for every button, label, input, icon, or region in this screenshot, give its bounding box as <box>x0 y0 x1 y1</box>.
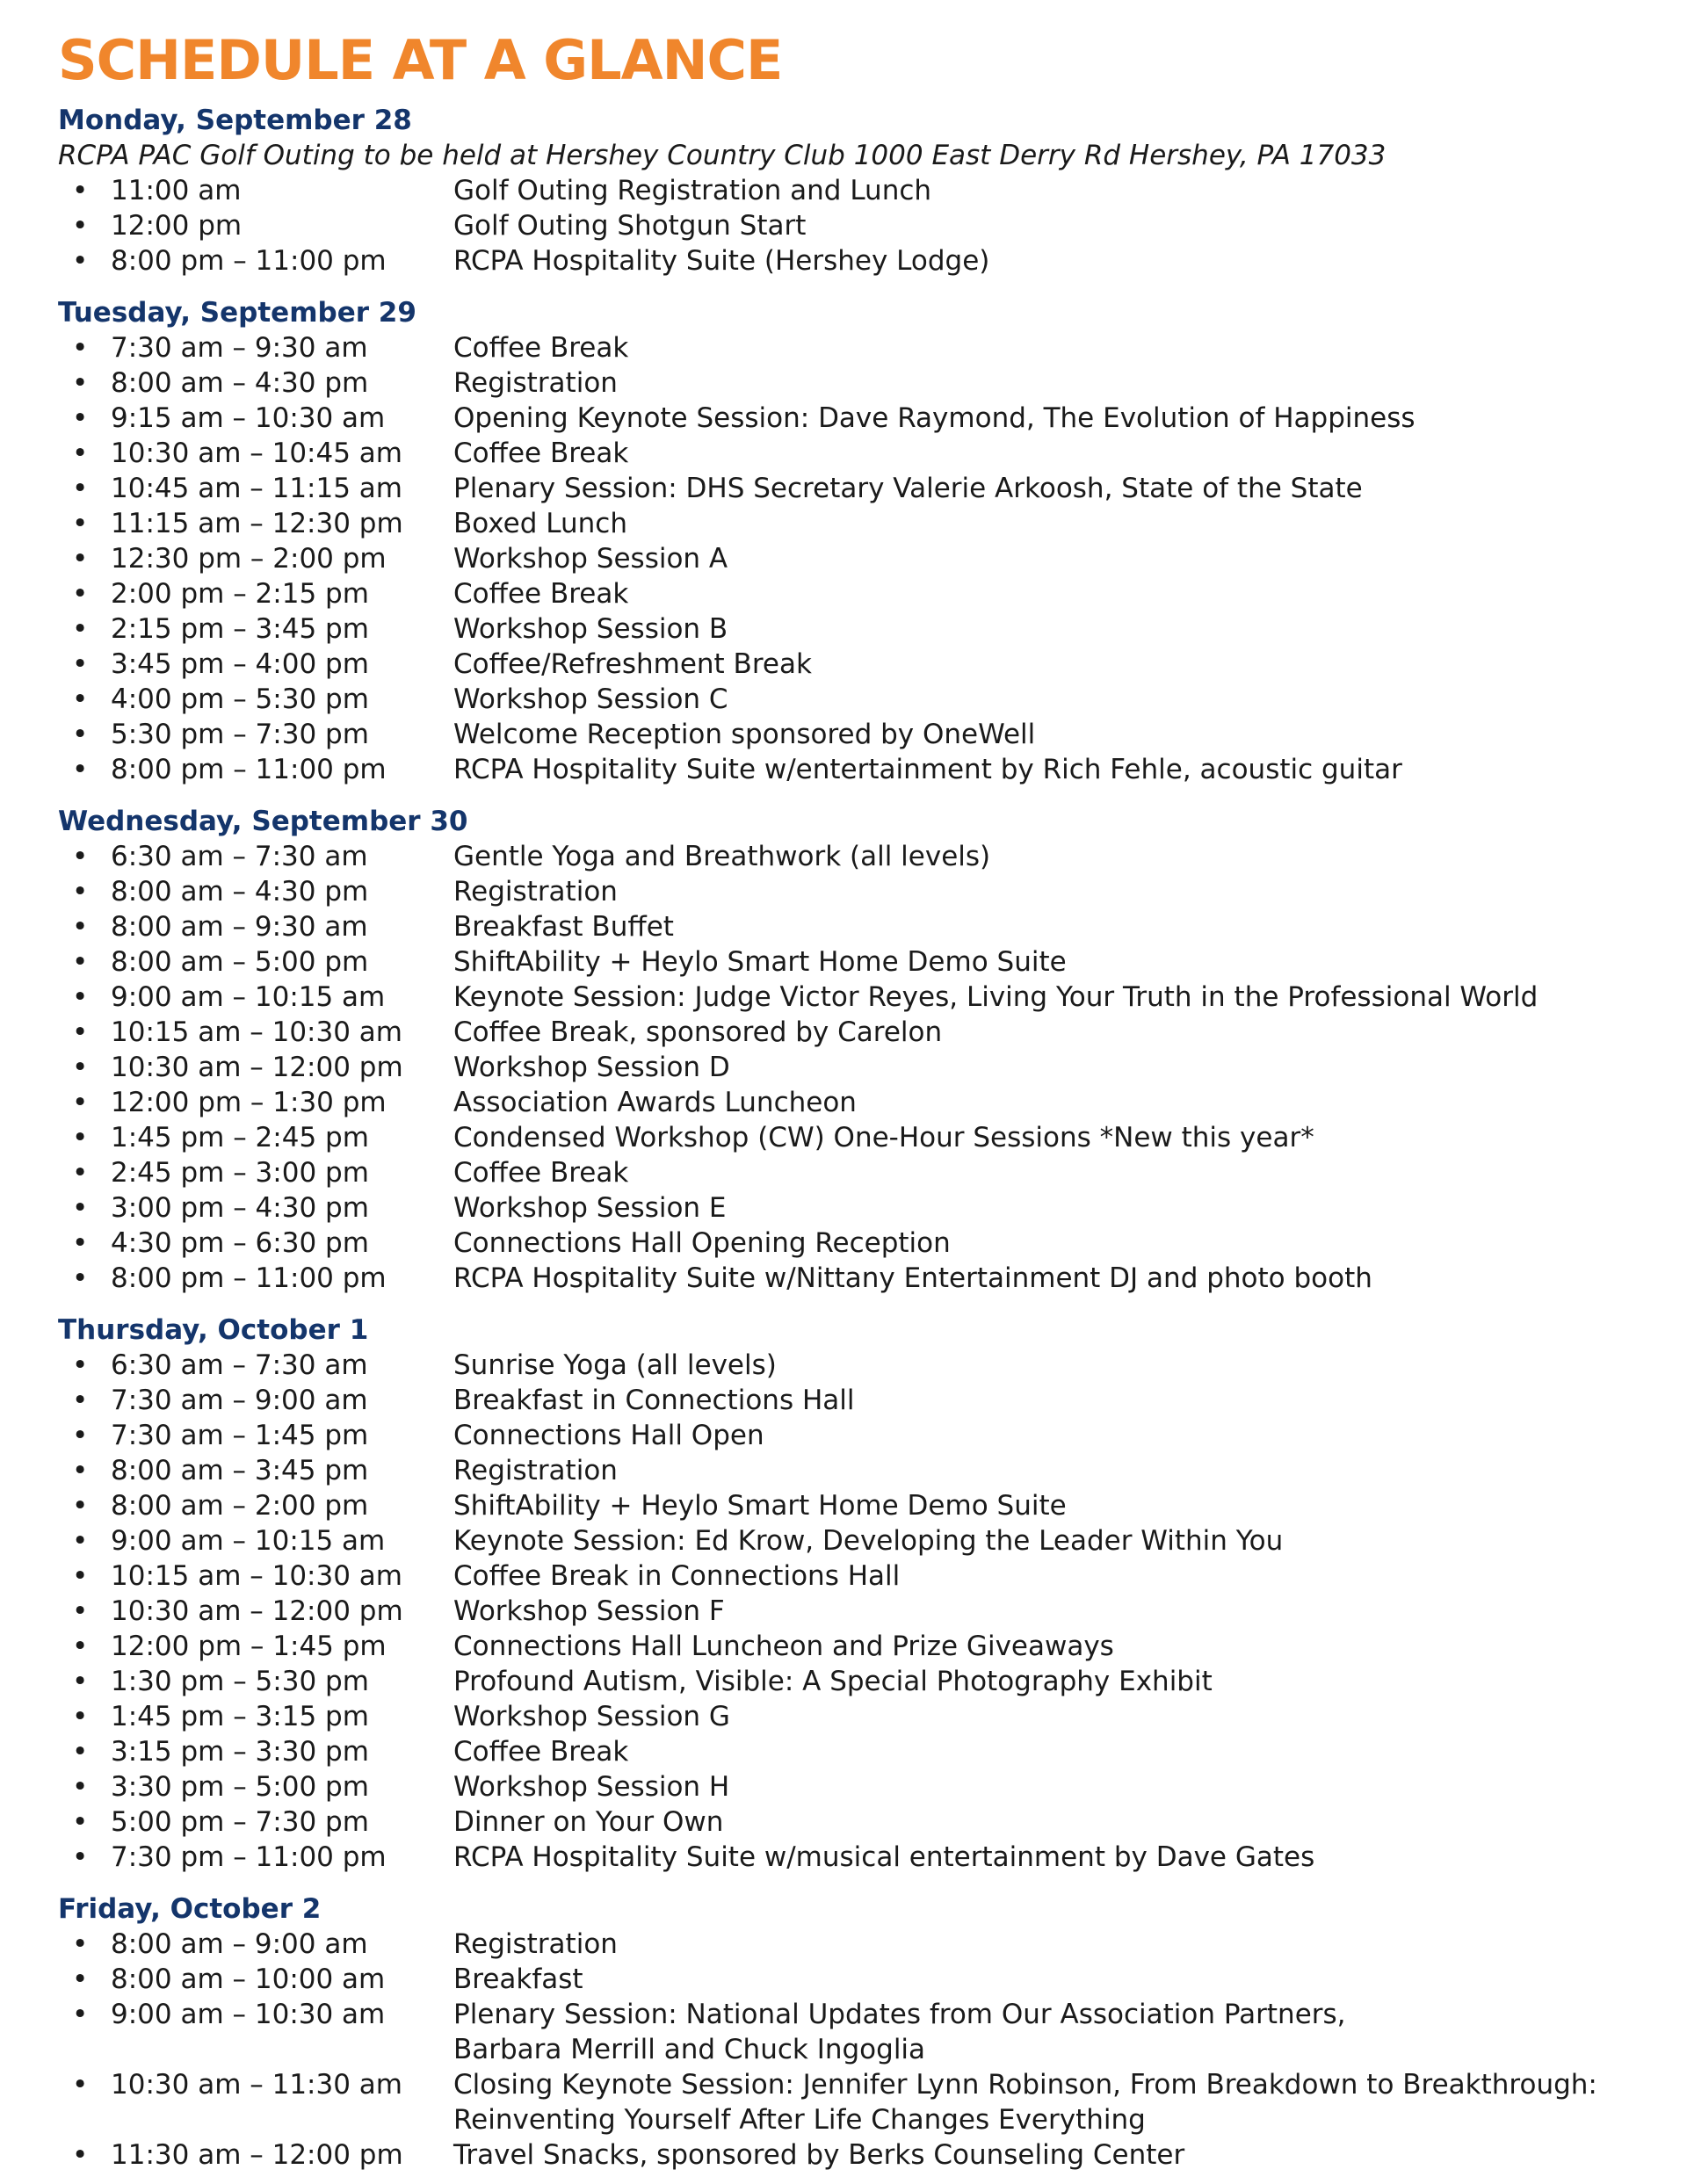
schedule-item <box>58 1997 1622 2067</box>
event-time: 9:00 am – 10:30 am <box>111 1999 386 2030</box>
event-description-line: Golf Outing Registration and Lunch <box>453 175 932 206</box>
event-time: 7:30 am – 1:45 pm <box>111 1420 369 1451</box>
event-time: 8:00 am – 5:00 pm <box>111 946 369 978</box>
bullet-icon: • <box>72 2069 89 2101</box>
schedule-item <box>58 1348 1622 1383</box>
day-wednesday <box>58 804 1622 1296</box>
bullet-icon: • <box>72 1560 89 1592</box>
bullet-icon: • <box>72 1928 89 1960</box>
event-description <box>453 1190 1622 1226</box>
event-description <box>453 330 1622 365</box>
bullet-icon: • <box>72 175 89 206</box>
event-description <box>453 717 1622 752</box>
event-description-line: Breakfast <box>453 1963 583 1995</box>
schedule-item <box>58 1261 1622 1296</box>
day-heading: Friday, October 2 <box>58 1893 322 1925</box>
bullet-icon: • <box>72 1595 89 1627</box>
schedule-item <box>58 1629 1622 1664</box>
schedule-item <box>58 506 1622 541</box>
event-time: 10:30 am – 12:00 pm <box>111 1052 403 1083</box>
bullet-icon: • <box>72 1631 89 1662</box>
schedule-item <box>58 1418 1622 1453</box>
bullet-icon: • <box>72 876 89 908</box>
event-time: 1:45 pm – 3:15 pm <box>111 1701 369 1732</box>
event-description-line: RCPA Hospitality Suite (Hershey Lodge) <box>453 245 990 277</box>
event-description-line: Keynote Session: Judge Victor Reyes, Living Your Truth in the Professional World <box>453 981 1539 1013</box>
schedule-item <box>58 1804 1622 1840</box>
event-time: 5:00 pm – 7:30 pm <box>111 1806 369 1838</box>
bullet-icon: • <box>72 1999 89 2030</box>
event-description-line: Association Awards Luncheon <box>453 1087 857 1118</box>
event-description <box>453 1488 1622 1523</box>
event-description <box>453 506 1622 541</box>
event-description <box>453 1558 1622 1594</box>
event-description-line: Reinventing Yourself After Life Changes Everything <box>453 2104 1146 2136</box>
schedule-item <box>58 980 1622 1015</box>
event-description <box>453 752 1622 787</box>
bullet-icon: • <box>72 1701 89 1732</box>
bullet-icon: • <box>72 1490 89 1522</box>
event-description-line: Workshop Session C <box>453 683 728 715</box>
schedule-item <box>58 647 1622 682</box>
event-time: 8:00 am – 2:00 pm <box>111 1490 369 1522</box>
schedule-item <box>58 1453 1622 1488</box>
event-description <box>453 1594 1622 1629</box>
bullet-icon: • <box>72 543 89 575</box>
day-thursday <box>58 1313 1622 1875</box>
event-time: 8:00 am – 3:45 pm <box>111 1455 369 1486</box>
bullet-icon: • <box>72 754 89 785</box>
event-description-line: Coffee Break in Connections Hall <box>453 1560 901 1592</box>
event-description <box>453 1962 1622 1997</box>
day-heading: Wednesday, September 30 <box>58 806 468 837</box>
event-description-line: Dinner on Your Own <box>453 1806 724 1838</box>
event-description-line: Travel Snacks, sponsored by Berks Counseling Center <box>453 2139 1185 2171</box>
bullet-icon: • <box>72 1736 89 1768</box>
event-time: 3:00 pm – 4:30 pm <box>111 1192 369 1224</box>
event-time: 12:00 pm <box>111 210 243 242</box>
event-time: 8:00 pm – 11:00 pm <box>111 754 387 785</box>
bullet-icon: • <box>72 1385 89 1416</box>
event-description <box>453 1629 1622 1664</box>
event-description <box>453 1348 1622 1383</box>
bullet-icon: • <box>72 719 89 750</box>
bullet-icon: • <box>72 1841 89 1873</box>
event-description <box>453 647 1622 682</box>
event-description-line: Golf Outing Shotgun Start <box>453 210 807 242</box>
event-description-line: RCPA Hospitality Suite w/Nittany Entertainment DJ and photo booth <box>453 1262 1372 1294</box>
schedule-item <box>58 401 1622 436</box>
schedule-item <box>58 1383 1622 1418</box>
event-time: 2:15 pm – 3:45 pm <box>111 613 369 645</box>
schedule-item <box>58 2067 1622 2137</box>
event-time: 3:45 pm – 4:00 pm <box>111 648 369 680</box>
event-description-line: Coffee Break <box>453 438 629 469</box>
schedule-item <box>58 1962 1622 1997</box>
event-time: 10:30 am – 12:00 pm <box>111 1595 403 1627</box>
event-description <box>453 471 1622 506</box>
schedule-item <box>58 1699 1622 1734</box>
event-description <box>453 1840 1622 1875</box>
event-description-line: Boxed Lunch <box>453 508 627 539</box>
bullet-icon: • <box>72 946 89 978</box>
event-time: 5:30 pm – 7:30 pm <box>111 719 369 750</box>
event-time: 12:30 pm – 2:00 pm <box>111 543 387 575</box>
page-title: SCHEDULE AT A GLANCE <box>58 28 783 92</box>
event-description-line: Keynote Session: Ed Krow, Developing the Leader Within You <box>453 1525 1284 1557</box>
bullet-icon: • <box>72 473 89 504</box>
event-time: 9:00 am – 10:15 am <box>111 981 386 1013</box>
schedule-item <box>58 1488 1622 1523</box>
event-time: 11:00 am <box>111 175 242 206</box>
bullet-icon: • <box>72 613 89 645</box>
event-time: 8:00 am – 4:30 pm <box>111 876 369 908</box>
event-description <box>453 1664 1622 1699</box>
event-time: 11:15 am – 12:30 pm <box>111 508 403 539</box>
event-description <box>453 1155 1622 1190</box>
event-time: 1:45 pm – 2:45 pm <box>111 1122 369 1153</box>
event-description-line: Sunrise Yoga (all levels) <box>453 1349 777 1381</box>
bullet-icon: • <box>72 1157 89 1189</box>
schedule-item <box>58 611 1622 647</box>
event-description <box>453 365 1622 401</box>
schedule-item <box>58 1594 1622 1629</box>
schedule-item <box>58 909 1622 944</box>
bullet-icon: • <box>72 841 89 872</box>
bullet-icon: • <box>72 1806 89 1838</box>
event-time: 3:30 pm – 5:00 pm <box>111 1771 369 1803</box>
bullet-icon: • <box>72 508 89 539</box>
schedule-item <box>58 541 1622 576</box>
schedule-item <box>58 471 1622 506</box>
event-description <box>453 436 1622 471</box>
bullet-icon: • <box>72 1016 89 1048</box>
event-description-line: ShiftAbility + Heylo Smart Home Demo Suite <box>453 946 1067 978</box>
event-time: 8:00 pm – 11:00 pm <box>111 1262 387 1294</box>
event-time: 6:30 am – 7:30 am <box>111 841 368 872</box>
event-description <box>453 2137 1622 2173</box>
event-time: 4:00 pm – 5:30 pm <box>111 683 369 715</box>
event-description-line: Plenary Session: DHS Secretary Valerie Arkoosh, State of the State <box>453 473 1363 504</box>
bullet-icon: • <box>72 911 89 943</box>
day-note: RCPA PAC Golf Outing to be held at Hershey Country Club 1000 East Derry Rd Hershey, PA 17033 <box>58 140 1387 171</box>
event-description <box>453 1769 1622 1804</box>
bullet-icon: • <box>72 210 89 242</box>
event-description <box>453 944 1622 980</box>
event-time: 2:00 pm – 2:15 pm <box>111 578 369 610</box>
event-description-line: RCPA Hospitality Suite w/musical entertainment by Dave Gates <box>453 1841 1315 1873</box>
schedule-item <box>58 682 1622 717</box>
event-description <box>453 1804 1622 1840</box>
event-description-line: RCPA Hospitality Suite w/entertainment by Rich Fehle, acoustic guitar <box>453 754 1402 785</box>
event-description <box>453 611 1622 647</box>
event-description <box>453 1050 1622 1085</box>
schedule-item <box>58 1734 1622 1769</box>
event-description <box>453 1120 1622 1155</box>
bullet-icon: • <box>72 367 89 399</box>
schedule-item <box>58 839 1622 874</box>
bullet-icon: • <box>72 1122 89 1153</box>
event-description <box>453 1226 1622 1261</box>
schedule-item <box>58 1085 1622 1120</box>
event-description <box>453 1699 1622 1734</box>
event-time: 11:30 am – 12:00 pm <box>111 2139 403 2171</box>
event-description <box>453 1927 1622 1962</box>
event-description-line: Barbara Merrill and Chuck Ingoglia <box>453 2034 926 2065</box>
event-time: 3:15 pm – 3:30 pm <box>111 1736 369 1768</box>
event-time: 9:15 am – 10:30 am <box>111 402 386 434</box>
schedule-item <box>58 173 1622 208</box>
event-list <box>58 839 1622 1296</box>
bullet-icon: • <box>72 1666 89 1697</box>
schedule-item <box>58 752 1622 787</box>
event-time: 12:00 pm – 1:45 pm <box>111 1631 387 1662</box>
event-description-line: Registration <box>453 876 618 908</box>
event-description <box>453 243 1622 278</box>
bullet-icon: • <box>72 1227 89 1259</box>
event-description-line: Coffee Break <box>453 578 629 610</box>
day-friday <box>58 1891 1622 2173</box>
bullet-icon: • <box>72 402 89 434</box>
schedule-item <box>58 1226 1622 1261</box>
bullet-icon: • <box>72 1262 89 1294</box>
bullet-icon: • <box>72 1963 89 1995</box>
event-description-line: Coffee/Refreshment Break <box>453 648 812 680</box>
bullet-icon: • <box>72 981 89 1013</box>
event-list <box>58 330 1622 787</box>
schedule-item <box>58 1769 1622 1804</box>
event-time: 10:15 am – 10:30 am <box>111 1016 402 1048</box>
bullet-icon: • <box>72 2139 89 2171</box>
event-description <box>453 1523 1622 1558</box>
event-description <box>453 1453 1622 1488</box>
event-time: 10:30 am – 10:45 am <box>111 438 402 469</box>
event-description <box>453 1418 1622 1453</box>
schedule-item <box>58 1840 1622 1875</box>
schedule-item <box>58 330 1622 365</box>
event-time: 2:45 pm – 3:00 pm <box>111 1157 369 1189</box>
event-description-line: Connections Hall Open <box>453 1420 764 1451</box>
event-description-line: Condensed Workshop (CW) One-Hour Sessions *New this year* <box>453 1122 1314 1153</box>
event-description <box>453 980 1622 1015</box>
schedule-item <box>58 436 1622 471</box>
event-description-line: Connections Hall Luncheon and Prize Giveaways <box>453 1631 1114 1662</box>
event-time: 8:00 am – 4:30 pm <box>111 367 369 399</box>
event-description-line: Gentle Yoga and Breathwork (all levels) <box>453 841 991 872</box>
event-list <box>58 1927 1622 2173</box>
event-time: 7:30 pm – 11:00 pm <box>111 1841 387 1873</box>
schedule-item <box>58 1015 1622 1050</box>
event-description-line: Workshop Session B <box>453 613 728 645</box>
day-tuesday <box>58 295 1622 787</box>
bullet-icon: • <box>72 1087 89 1118</box>
event-time: 7:30 am – 9:30 am <box>111 332 368 364</box>
schedule-item <box>58 1190 1622 1226</box>
bullet-icon: • <box>72 332 89 364</box>
event-list <box>58 1348 1622 1875</box>
event-description-line: Plenary Session: National Updates from Our Association Partners, <box>453 1999 1346 2030</box>
event-description <box>453 541 1622 576</box>
event-list <box>58 173 1622 278</box>
event-description-line: Workshop Session H <box>453 1771 730 1803</box>
bullet-icon: • <box>72 1420 89 1451</box>
schedule-item <box>58 874 1622 909</box>
event-description <box>453 874 1622 909</box>
schedule-item <box>58 1558 1622 1594</box>
event-description <box>453 1997 1622 2067</box>
event-time: 10:45 am – 11:15 am <box>111 473 402 504</box>
schedule-item <box>58 1927 1622 1962</box>
event-description <box>453 1734 1622 1769</box>
event-description <box>453 1383 1622 1418</box>
event-time: 9:00 am – 10:15 am <box>111 1525 386 1557</box>
event-description-line: Welcome Reception sponsored by OneWell <box>453 719 1036 750</box>
schedule-item <box>58 1120 1622 1155</box>
bullet-icon: • <box>72 1525 89 1557</box>
event-time: 10:15 am – 10:30 am <box>111 1560 402 1592</box>
schedule-item <box>58 208 1622 243</box>
event-description <box>453 1015 1622 1050</box>
schedule-item <box>58 1050 1622 1085</box>
event-description <box>453 576 1622 611</box>
event-description-line: Registration <box>453 367 618 399</box>
event-description-line: Profound Autism, Visible: A Special Photography Exhibit <box>453 1666 1213 1697</box>
schedule-item <box>58 365 1622 401</box>
event-description <box>453 1085 1622 1120</box>
event-description-line: Workshop Session D <box>453 1052 730 1083</box>
event-time: 7:30 am – 9:00 am <box>111 1385 368 1416</box>
event-description <box>453 682 1622 717</box>
event-description-line: Connections Hall Opening Reception <box>453 1227 951 1259</box>
schedule-item <box>58 1523 1622 1558</box>
event-description-line: Registration <box>453 1928 618 1960</box>
event-description-line: Registration <box>453 1455 618 1486</box>
schedule-item <box>58 944 1622 980</box>
day-heading: Monday, September 28 <box>58 105 412 136</box>
event-time: 6:30 am – 7:30 am <box>111 1349 368 1381</box>
schedule-item <box>58 576 1622 611</box>
bullet-icon: • <box>72 1771 89 1803</box>
event-description <box>453 1261 1622 1296</box>
bullet-icon: • <box>72 1455 89 1486</box>
event-time: 4:30 pm – 6:30 pm <box>111 1227 369 1259</box>
event-time: 8:00 am – 10:00 am <box>111 1963 386 1995</box>
event-description <box>453 173 1622 208</box>
bullet-icon: • <box>72 245 89 277</box>
schedule-item <box>58 717 1622 752</box>
schedule-item <box>58 2137 1622 2173</box>
event-description <box>453 2067 1622 2137</box>
bullet-icon: • <box>72 648 89 680</box>
event-description-line: Coffee Break, sponsored by Carelon <box>453 1016 943 1048</box>
event-time: 8:00 am – 9:30 am <box>111 911 368 943</box>
schedule-item <box>58 1664 1622 1699</box>
event-time: 1:30 pm – 5:30 pm <box>111 1666 369 1697</box>
day-heading: Thursday, October 1 <box>58 1314 369 1346</box>
bullet-icon: • <box>72 1052 89 1083</box>
event-description-line: Coffee Break <box>453 332 629 364</box>
bullet-icon: • <box>72 683 89 715</box>
bullet-icon: • <box>72 578 89 610</box>
event-description-line: Workshop Session G <box>453 1701 730 1732</box>
event-description-line: Breakfast Buffet <box>453 911 674 943</box>
event-description-line: Breakfast in Connections Hall <box>453 1385 855 1416</box>
schedule-item <box>58 1155 1622 1190</box>
event-time: 8:00 pm – 11:00 pm <box>111 245 387 277</box>
event-description-line: Coffee Break <box>453 1736 629 1768</box>
event-description-line: Coffee Break <box>453 1157 629 1189</box>
bullet-icon: • <box>72 1192 89 1224</box>
event-description <box>453 401 1622 436</box>
event-time: 12:00 pm – 1:30 pm <box>111 1087 387 1118</box>
bullet-icon: • <box>72 438 89 469</box>
schedule-item <box>58 243 1622 278</box>
event-description <box>453 839 1622 874</box>
bullet-icon: • <box>72 1349 89 1381</box>
event-description-line: Closing Keynote Session: Jennifer Lynn Robinson, From Breakdown to Breakthrough: <box>453 2069 1597 2101</box>
event-description-line: Workshop Session A <box>453 543 728 575</box>
event-description <box>453 909 1622 944</box>
event-description-line: ShiftAbility + Heylo Smart Home Demo Suite <box>453 1490 1067 1522</box>
day-heading: Tuesday, September 29 <box>58 297 416 329</box>
event-time: 10:30 am – 11:30 am <box>111 2069 402 2101</box>
event-description-line: Opening Keynote Session: Dave Raymond, The Evolution of Happiness <box>453 402 1415 434</box>
event-description-line: Workshop Session E <box>453 1192 727 1224</box>
event-description <box>453 208 1622 243</box>
event-time: 8:00 am – 9:00 am <box>111 1928 368 1960</box>
event-description-line: Workshop Session F <box>453 1595 725 1627</box>
day-monday <box>58 103 1622 278</box>
